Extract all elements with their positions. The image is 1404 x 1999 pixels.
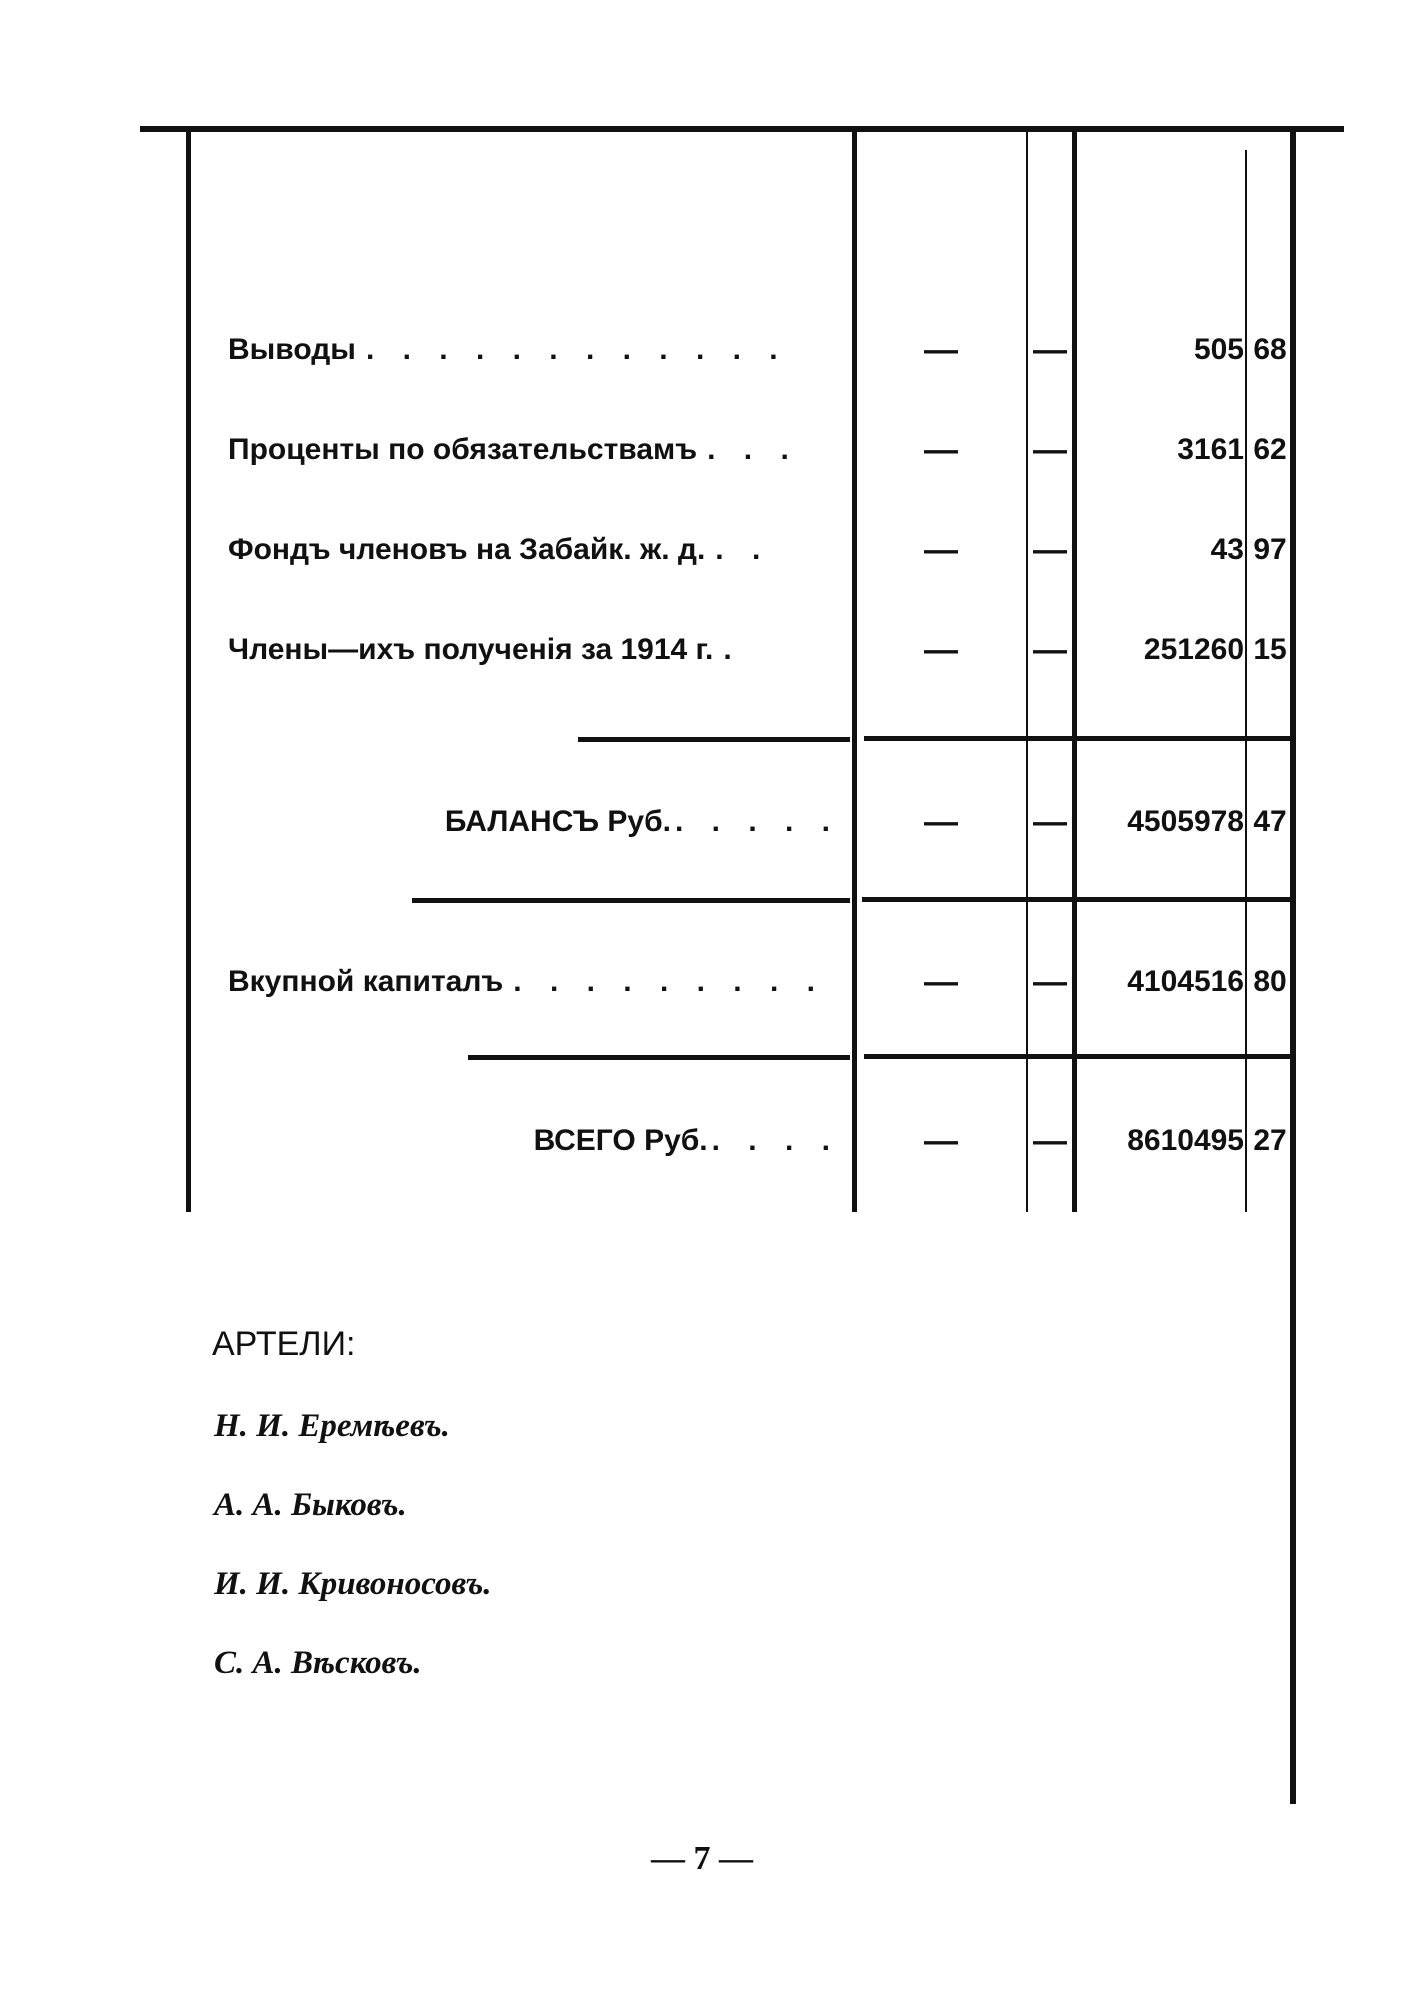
row-label [228,520,840,580]
leader-dots: . . . . . . . . . [513,965,825,998]
ledger-row-capital [0,952,1404,1012]
roubles-value: 4104516 [1127,965,1244,998]
empty-column-dash: — [924,530,958,569]
kopecks-value: 47 [1253,805,1287,838]
kopecks-value: 15 [1253,633,1287,666]
subtotal-rule-left [578,737,850,742]
row-label-text: БАЛАНСЪ Руб. [444,805,671,838]
empty-column-dash: — [1033,530,1067,569]
balance-rule-right [862,897,1292,902]
ledger-row-total [0,1111,1404,1171]
ledger-row-vyvody [0,320,1404,380]
leader-dots: . [723,633,742,666]
roubles-value: 505 [1193,333,1244,366]
row-label-text: ВСЕГО Руб. [533,1124,708,1157]
empty-column-dash: — [1033,430,1067,469]
row-label [228,320,840,380]
signature-name: А. А. Быковъ. [214,1487,407,1523]
row-label [228,1111,840,1171]
leader-dots: . . . . . . . . . . . . [365,333,788,366]
row-label-text: Члены—ихъ полученія за 1914 г. [228,633,714,666]
empty-column-dash: — [924,630,958,669]
roubles-value: 3161 [1177,433,1244,466]
ledger-row-fund [0,520,1404,580]
row-label [228,620,840,680]
balance-rule-left [412,898,850,903]
signature-name: И. И. Кривоносовъ. [214,1566,492,1602]
ledger-row-balance [0,792,1404,852]
kopeck-column-divider [1245,150,1247,1212]
leader-dots: . . . [707,433,799,466]
row-label-text: Выводы [228,333,356,366]
row-label [228,420,840,480]
roubles-value: 4505978 [1127,805,1244,838]
empty-column-dash: — [924,802,958,841]
capital-rule-left [468,1055,850,1060]
roubles-value: 8610495 [1127,1124,1244,1157]
leader-dots: . . . . [711,1124,840,1157]
signature-name: С. А. Вѣсковъ. [214,1645,422,1681]
capital-rule-right [864,1054,1292,1059]
signature-name: Н. И. Еремѣевъ. [214,1408,450,1444]
page-number: — 7 — [651,1840,753,1877]
leader-dots: . . [715,533,771,566]
kopecks-value: 80 [1253,965,1287,998]
kopecks-value: 97 [1253,533,1287,566]
empty-column-dash: — [1033,962,1067,1001]
empty-column-dash: — [1033,1121,1067,1160]
empty-column-dash: — [1033,330,1067,369]
leader-dots: . . . . . [674,805,840,838]
row-label-text: Вкупной капиталъ [228,965,504,998]
roubles-value: 43 [1210,533,1244,566]
subtotal-rule-right [864,736,1292,741]
kopecks-value: 27 [1253,1124,1287,1157]
empty-column-dash: — [924,430,958,469]
row-label-text: Фондъ членовъ на Забайк. ж. д. [228,533,706,566]
row-label [228,792,840,852]
table-top-rule [140,126,1344,132]
empty-column-dash: — [924,1121,958,1160]
row-label [228,952,840,1012]
empty-column-dash: — [1033,802,1067,841]
kopecks-value: 62 [1253,433,1287,466]
ledger-row-members [0,620,1404,680]
kopecks-value: 68 [1253,333,1287,366]
empty-column-dash: — [924,330,958,369]
roubles-value: 251260 [1143,633,1244,666]
ledger-row-interest [0,420,1404,480]
empty-column-dash: — [1033,630,1067,669]
row-label-text: Проценты по обязательствамъ [228,433,698,466]
empty-column-dash: — [924,962,958,1001]
signatures-heading: АРТЕЛИ: [212,1325,356,1363]
